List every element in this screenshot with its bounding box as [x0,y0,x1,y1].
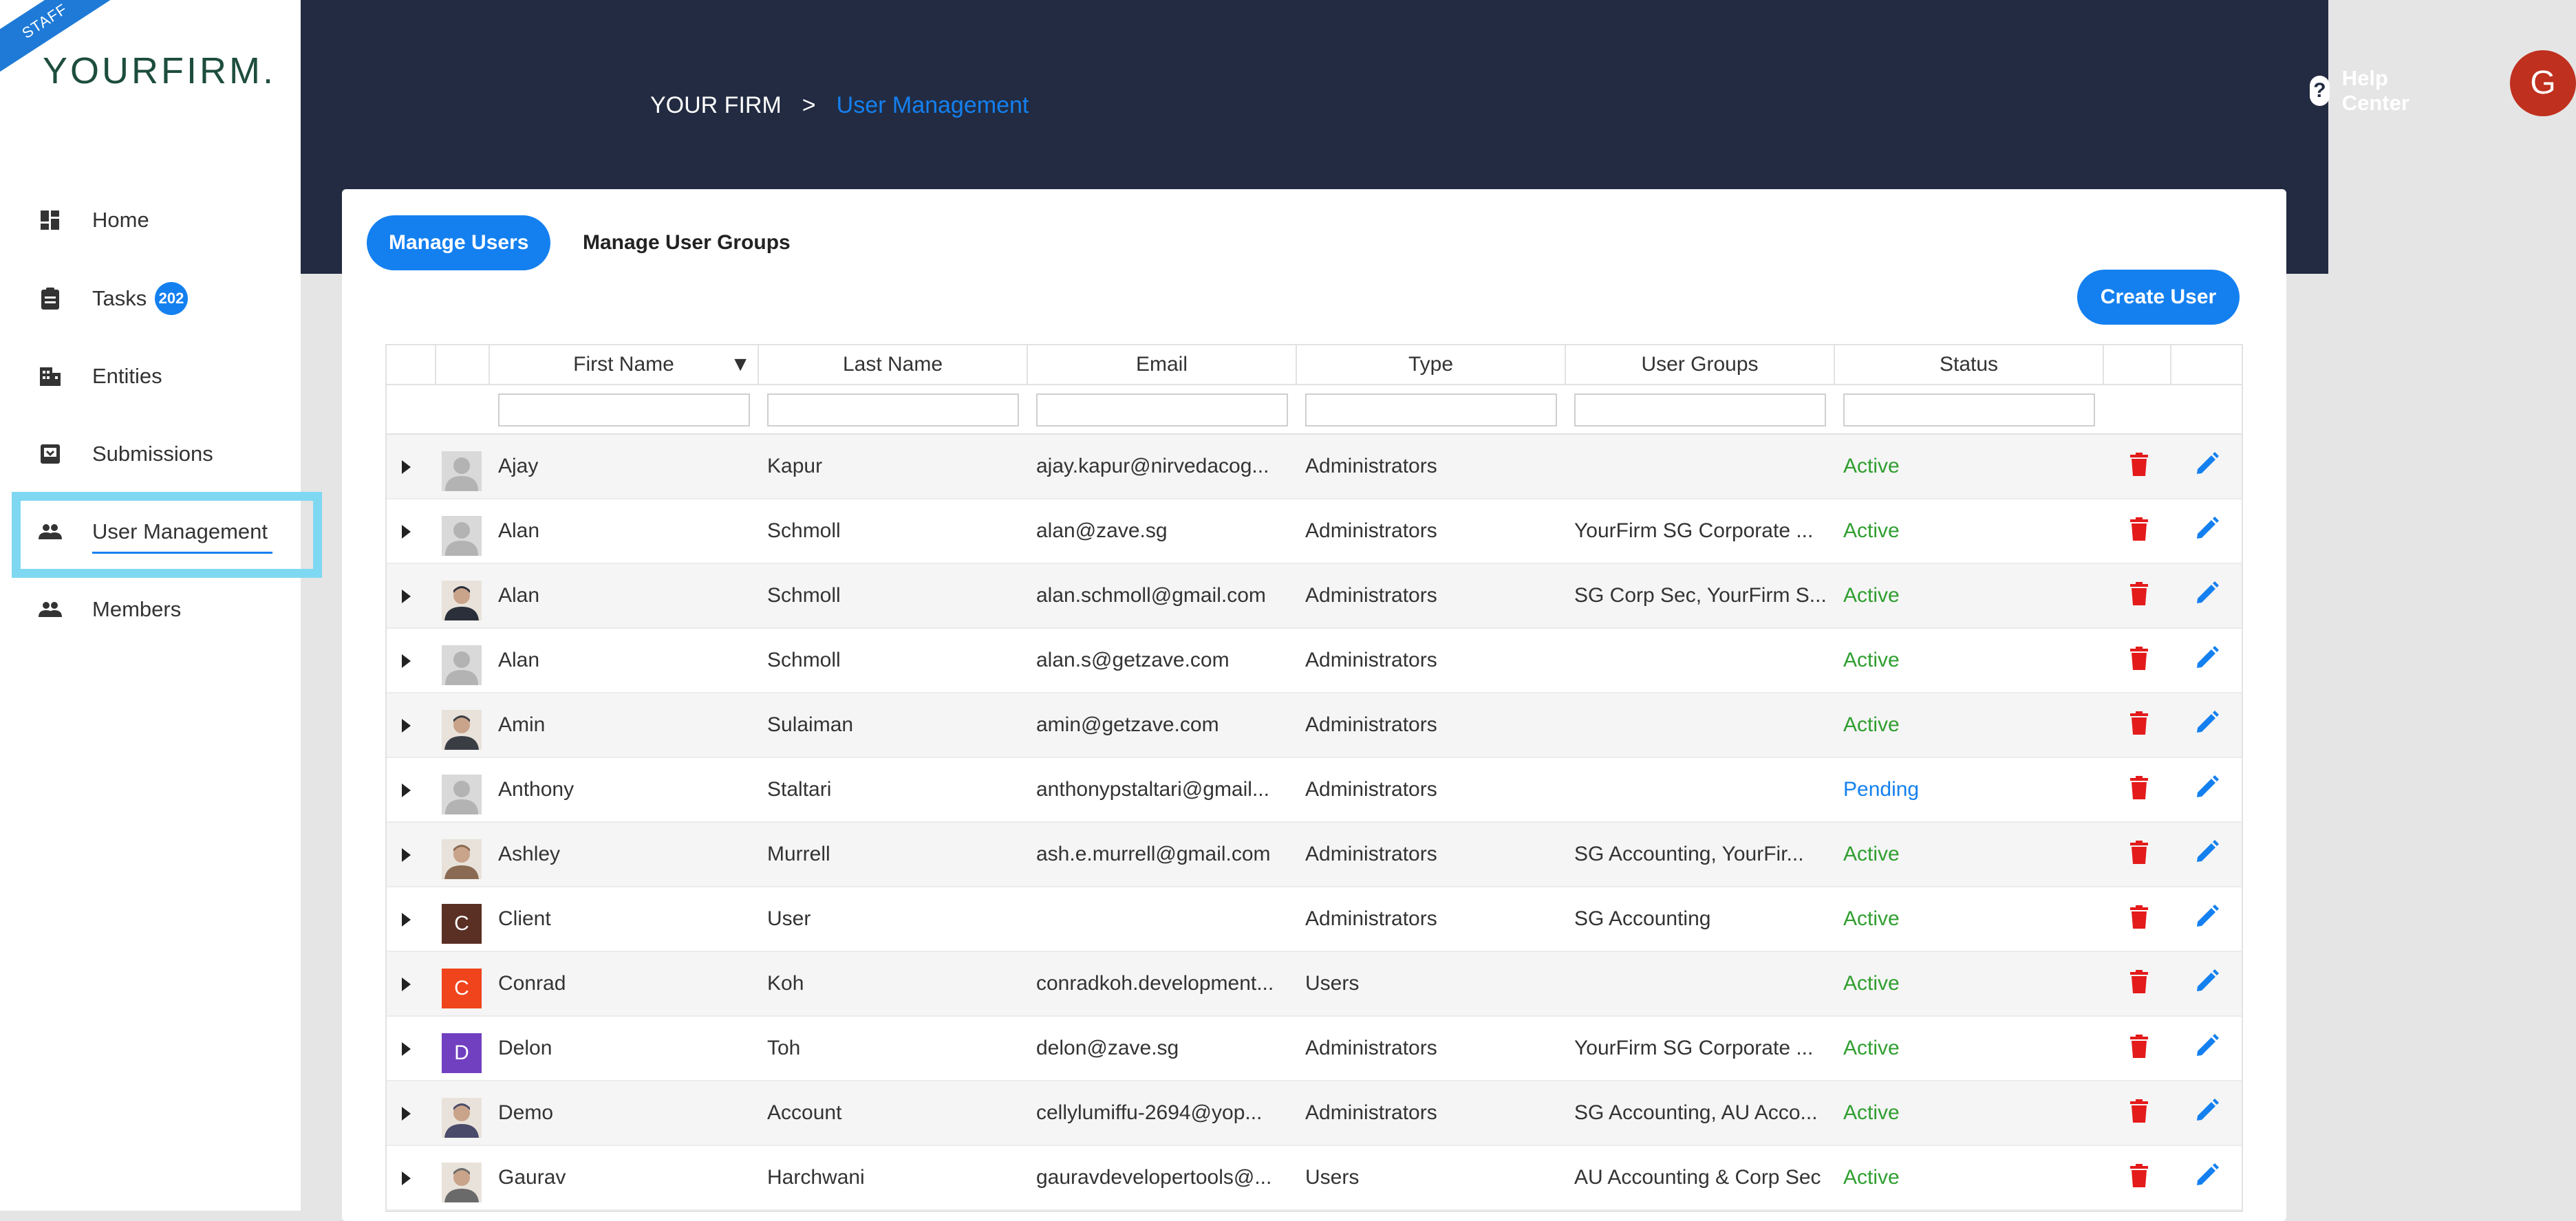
first-name-cell: Alan [498,649,540,671]
dashboard-icon [39,208,62,232]
avatar-photo [442,839,482,879]
highlight-box [12,492,322,578]
tasks-count-badge: 202 [155,282,188,315]
last-name-cell: Toh [767,1037,801,1059]
trash-icon[interactable] [2130,776,2148,799]
inbox-icon [39,442,62,466]
header-edit [2171,345,2242,384]
staff-ribbon: STAFF [0,0,124,81]
status-filter[interactable] [1843,393,2095,426]
table-row[interactable] [387,564,2242,629]
status-cell: Active [1843,713,1900,736]
users-table [385,344,2243,1212]
email-filter[interactable] [1036,393,1288,426]
help-icon: ? [2310,76,2330,106]
type-cell: Administrators [1305,1101,1437,1124]
header-delete [2104,345,2171,384]
status-cell: Pending [1843,778,1920,801]
type-cell: Administrators [1305,455,1437,477]
sidebar-item-label: Members [92,597,182,621]
last-name-cell: Schmoll [767,649,841,671]
type-cell: Administrators [1305,519,1437,542]
sort-desc-icon: ▼ [730,353,751,376]
first-name-cell: Demo [498,1101,554,1124]
first-name-cell: Ashley [498,843,561,865]
expand-row-icon[interactable] [402,719,411,733]
expand-row-icon[interactable] [402,1042,411,1056]
header-label: Type [1408,353,1454,376]
first-name-filter[interactable] [498,393,750,426]
expand-row-icon[interactable] [402,977,411,991]
help-center-link[interactable] [2310,66,2420,116]
type-cell: Users [1305,1166,1360,1189]
email-cell: gauravdevelopertools@... [1036,1166,1272,1189]
header-status[interactable] [1835,345,2104,384]
status-cell: Active [1843,649,1900,671]
first-name-cell: Delon [498,1037,552,1059]
status-cell: Active [1843,584,1900,607]
user-groups-filter[interactable] [1574,393,1826,426]
first-name-cell: Gaurav [498,1166,566,1189]
pencil-icon[interactable] [2195,904,2220,929]
help-center-label: Help Center [2341,66,2409,115]
pencil-icon[interactable] [2195,581,2220,605]
table-body [387,435,2242,1211]
type-cell: Administrators [1305,843,1437,865]
last-name-cell: User [767,907,811,930]
email-cell [1036,887,1295,951]
sidebar-item-label: Submissions [92,442,213,466]
header-first-name[interactable] [490,345,759,384]
expand-row-icon[interactable] [402,1107,411,1121]
pencil-icon[interactable] [2195,710,2220,735]
pencil-icon[interactable] [2195,775,2220,799]
expand-row-icon[interactable] [402,525,411,539]
tab-manage-users[interactable]: Manage Users [367,215,550,270]
avatar-placeholder-icon [442,645,482,685]
first-name-cell: Client [498,907,551,930]
table-row[interactable] [387,629,2242,693]
people-icon [39,598,62,621]
email-cell: alan.s@getzave.com [1036,649,1230,671]
last-name-cell: Account [767,1101,842,1124]
expand-row-icon[interactable] [402,1171,411,1185]
pencil-icon[interactable] [2195,516,2220,541]
avatar-placeholder-icon [442,451,482,491]
trash-icon[interactable] [2130,841,2148,864]
pencil-icon[interactable] [2195,645,2220,670]
pencil-icon[interactable] [2195,1033,2220,1058]
last-name-cell: Kapur [767,455,823,477]
main-card [342,189,2286,1221]
user-groups-cell [1574,435,1833,498]
user-groups-cell [1574,952,1833,1015]
status-cell: Active [1843,972,1900,995]
email-cell: conradkoh.development... [1036,972,1274,995]
avatar-placeholder-icon [442,516,482,556]
avatar-photo [442,1163,482,1202]
type-cell: Administrators [1305,907,1437,930]
email-cell: alan.schmoll@gmail.com [1036,584,1266,607]
clipboard-icon [39,287,62,310]
type-cell: Administrators [1305,1037,1437,1059]
last-name-cell: Koh [767,972,804,995]
first-name-cell: Conrad [498,972,566,995]
status-cell: Active [1843,519,1900,542]
email-cell: delon@zave.sg [1036,1037,1179,1059]
header-last-name[interactable] [759,345,1028,384]
sidebar-item-tasks[interactable] [0,264,301,333]
type-filter[interactable] [1305,393,1557,426]
status-cell: Active [1843,455,1900,477]
user-groups-cell [1574,629,1833,692]
user-groups-cell: SG Corp Sec, YourFirm S... [1574,584,1827,607]
sidebar-item-home[interactable] [0,186,301,255]
filter-row [387,385,2242,435]
email-cell: anthonypstaltari@gmail... [1036,778,1269,801]
first-name-cell: Alan [498,519,540,542]
create-user-button[interactable]: Create User [2077,270,2240,325]
table-row[interactable] [387,1017,2242,1081]
expand-row-icon[interactable] [402,654,411,668]
sidebar-item-label: User Management [92,519,268,543]
pencil-icon[interactable] [2195,451,2220,476]
email-cell: amin@getzave.com [1036,713,1219,736]
last-name-cell: Schmoll [767,584,841,607]
user-groups-cell: YourFirm SG Corporate ... [1574,1037,1814,1059]
pencil-icon[interactable] [2195,1098,2220,1123]
type-cell: Administrators [1305,778,1437,801]
expand-row-icon[interactable] [402,460,411,474]
user-groups-cell: YourFirm SG Corporate ... [1574,519,1814,542]
avatar-photo [442,710,482,750]
header-email[interactable] [1028,345,1297,384]
first-name-cell: Alan [498,584,540,607]
last-name-cell: Sulaiman [767,713,854,736]
table-row[interactable] [387,887,2242,952]
sidebar-item-members[interactable] [0,575,301,644]
expand-row-icon[interactable] [402,784,411,797]
trash-icon[interactable] [2130,453,2148,476]
avatar-letter: C [442,904,482,944]
last-name-filter[interactable] [767,393,1019,426]
trash-icon[interactable] [2130,1035,2148,1058]
trash-icon[interactable] [2130,582,2148,605]
header-label: Email [1135,353,1188,376]
last-name-cell: Schmoll [767,519,841,542]
trash-icon[interactable] [2130,711,2148,735]
user-avatar[interactable]: G [2510,50,2576,116]
sidebar-item-label: Tasks [92,286,147,310]
status-cell: Active [1843,1166,1900,1189]
expand-row-icon[interactable] [402,590,411,603]
first-name-cell: Anthony [498,778,575,801]
header-label: First Name [573,353,674,376]
email-cell: alan@zave.sg [1036,519,1168,542]
user-groups-cell [1574,758,1833,821]
header-user-groups[interactable] [1566,345,1835,384]
pencil-icon[interactable] [2195,969,2220,993]
breadcrumb [650,92,1029,119]
first-name-cell: Ajay [498,455,539,477]
table-row[interactable] [387,823,2242,887]
expand-row-icon[interactable] [402,913,411,927]
user-groups-cell: SG Accounting, YourFir... [1574,843,1804,865]
sidebar-item-submissions[interactable] [0,420,301,488]
type-cell: Administrators [1305,584,1437,607]
last-name-cell: Staltari [767,778,832,801]
type-cell: Users [1305,972,1360,995]
sidebar-item-entities[interactable] [0,342,301,411]
table-row[interactable] [387,1081,2242,1146]
table-row[interactable] [387,952,2242,1017]
pencil-icon[interactable] [2195,839,2220,864]
trash-icon[interactable] [2130,647,2148,670]
avatar-photo [442,1098,482,1138]
email-cell: ash.e.murrell@gmail.com [1036,843,1271,865]
status-cell: Active [1843,1037,1900,1059]
last-name-cell: Murrell [767,843,830,865]
tab-manage-user-groups[interactable]: Manage User Groups [583,231,791,254]
table-row[interactable] [387,499,2242,564]
breadcrumb-separator: > [802,92,816,118]
user-groups-cell: SG Accounting, AU Acco... [1574,1101,1818,1124]
status-cell: Active [1843,1101,1900,1124]
breadcrumb-current: User Management [836,92,1029,118]
header-avatar [436,345,490,384]
table-row[interactable] [387,693,2242,758]
status-cell: Active [1843,907,1900,930]
trash-icon[interactable] [2130,517,2148,541]
user-groups-cell: SG Accounting [1574,907,1711,930]
last-name-cell: Harchwani [767,1166,865,1189]
table-row[interactable] [387,758,2242,823]
header-label: Last Name [842,353,943,376]
type-cell: Administrators [1305,713,1437,736]
avatar-letter: C [442,969,482,1008]
email-cell: cellylumiffu-2694@yop... [1036,1101,1263,1124]
header-label: Status [1939,353,1999,376]
trash-icon[interactable] [2130,1099,2148,1123]
email-cell: ajay.kapur@nirvedacog... [1036,455,1269,477]
table-row[interactable] [387,435,2242,499]
table-header-row [387,345,2242,385]
avatar-letter: D [442,1033,482,1073]
header-expander [387,345,436,384]
sidebar-item-label: Home [92,208,149,232]
table-row[interactable] [387,1146,2242,1211]
building-icon [39,365,62,388]
sidebar-item-label: Entities [92,364,162,388]
firm-logo[interactable]: YOURFIRM. [43,50,276,91]
sidebar [0,0,301,1211]
expand-row-icon[interactable] [402,848,411,862]
pencil-icon[interactable] [2195,1163,2220,1187]
trash-icon[interactable] [2130,905,2148,929]
trash-icon[interactable] [2130,970,2148,993]
status-cell: Active [1843,843,1900,865]
avatar-placeholder-icon [442,775,482,814]
trash-icon[interactable] [2130,1164,2148,1187]
type-cell: Administrators [1305,649,1437,671]
header-label: User Groups [1641,353,1759,376]
header-type[interactable] [1297,345,1566,384]
user-groups-cell: AU Accounting & Corp Sec [1574,1166,1821,1189]
first-name-cell: Amin [498,713,546,736]
breadcrumb-home[interactable]: YOUR FIRM [650,92,782,118]
avatar-photo [442,581,482,620]
user-groups-cell [1574,693,1833,757]
